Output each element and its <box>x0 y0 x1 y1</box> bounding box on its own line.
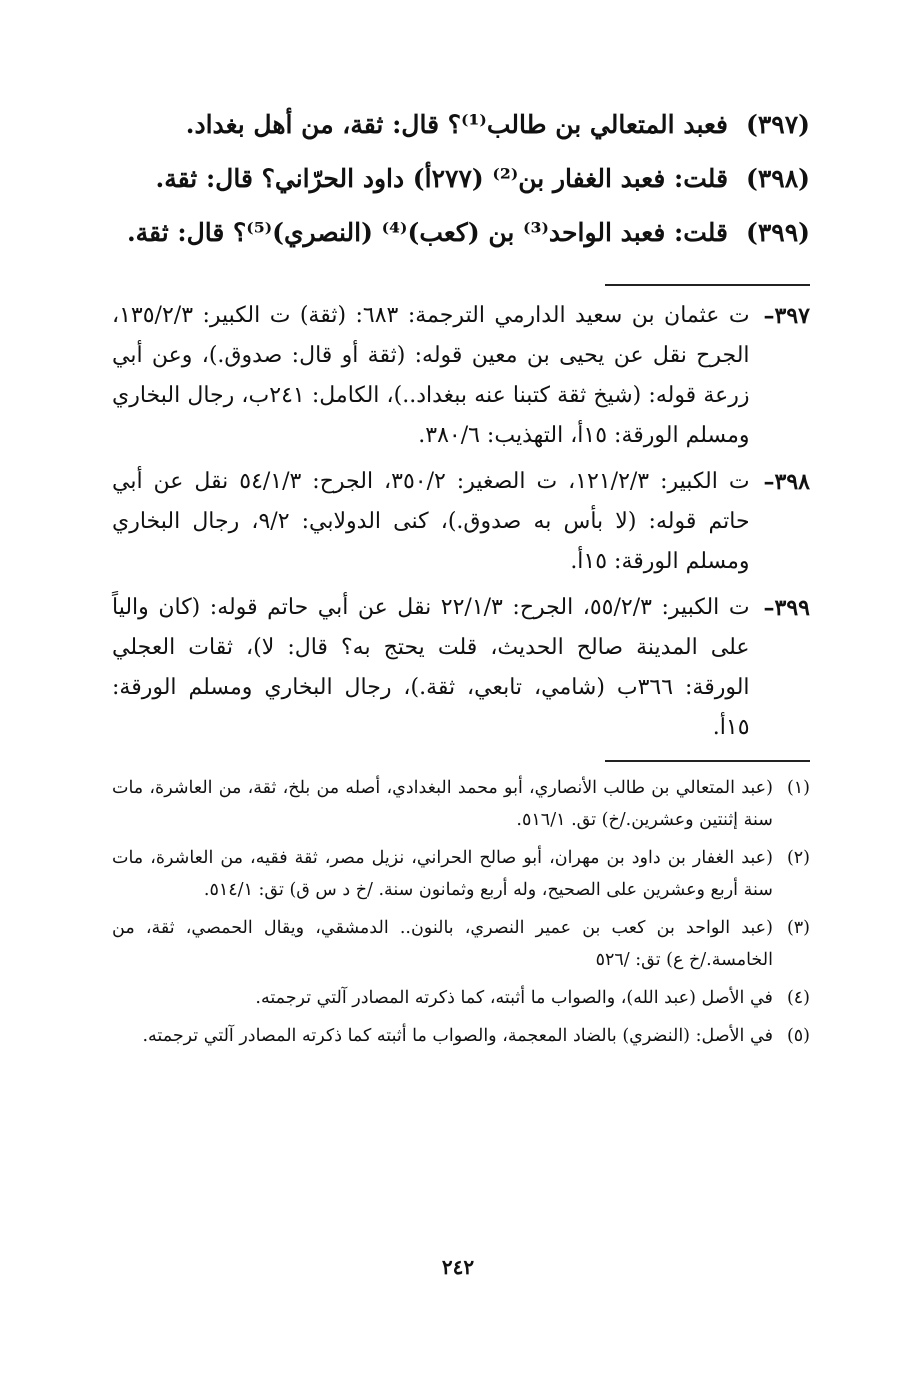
reference-number: ٣٩٨– <box>763 469 810 495</box>
entry-number: (٣٩٩) <box>746 218 810 247</box>
footnote-number: (١) <box>786 778 810 798</box>
main-entries <box>112 98 810 260</box>
reference-398 <box>112 462 810 582</box>
footnote-number: (٥) <box>786 1026 810 1046</box>
footnote-5 <box>112 1020 810 1052</box>
entry-397 <box>112 98 810 152</box>
reference-399 <box>112 588 810 748</box>
separator-rule <box>605 284 810 286</box>
footnote-separator-rule <box>605 760 810 762</box>
footnote-3 <box>112 912 810 976</box>
reference-number: ٣٩٩– <box>763 595 810 621</box>
entry-number: (٣٩٧) <box>746 110 810 139</box>
reference-number: ٣٩٧– <box>763 303 810 329</box>
page-number: ٢٤٢ <box>441 1255 475 1279</box>
footnote-1 <box>112 772 810 836</box>
entry-text: فعبد المتعالي بن طالب⁽¹⁾؟ قال: ثقة، من أهل بغداد. <box>185 110 729 139</box>
footnote-text: (عبد الواحد بن كعب بن عمير النصري، بالنون.. الدمشقي، ويقال الحمصي، ثقة، من الخامسة./خ ع) تق: /٥٢٦ <box>112 918 773 970</box>
entry-number: (٣٩٨) <box>746 164 810 193</box>
entry-398 <box>112 152 810 206</box>
footnote-number: (٤) <box>786 988 810 1008</box>
reference-text: ت عثمان بن سعيد الدارمي الترجمة: ٦٨٣: (ثقة) ت الكبير: ١٣٥/٢/٣، الجرح نقل عن يحيى بن معين قوله: (ثقة أو قال: صدوق.)، وعن أبي زرعة قوله: (شيخ ثقة كتبنا عنه ببغداد..)، الكامل: ٢٤١ب، رجال البخاري ومسلم الورقة: ١٥أ، التهذيب: ٣٨٠/٦. <box>112 303 750 448</box>
reference-text: ت الكبير: ١٢١/٢/٣، ت الصغير: ٣٥٠/٢، الجرح: ٥٤/١/٣ نقل عن أبي حاتم قوله: (لا بأس به صدوق.)، كنى الدولابي: ٩/٢، رجال البخاري ومسلم الورقة: ١٥أ. <box>112 469 750 574</box>
footnote-number: (٢) <box>786 848 810 868</box>
footnote-4 <box>112 982 810 1014</box>
footnote-text: (عبد الغفار بن داود بن مهران، أبو صالح الحراني، نزيل مصر، ثقة فقيه، من العاشرة، مات سنة أربع وعشرين على الصحيح، وله أربع وثمانون سنة. /خ د س ق) تق: ٥١٤/١. <box>112 848 773 900</box>
footnote-text: (عبد المتعالي بن طالب الأنصاري، أبو محمد البغدادي، أصله من بلخ، ثقة، من العاشرة، مات سنة إثنتين وعشرين./خ) تق. ٥١٦/١. <box>112 778 773 830</box>
footnote-2 <box>112 842 810 906</box>
footnote-number: (٣) <box>786 918 810 938</box>
footnote-text: في الأصل: (النضري) بالضاد المعجمة، والصواب ما أثبته كما ذكرته المصادر آلتي ترجمته. <box>142 1026 773 1046</box>
reference-397 <box>112 296 810 456</box>
reference-text: ت الكبير: ٥٥/٢/٣، الجرح: ٢٢/١/٣ نقل عن أبي حاتم قوله: (كان والياً على المدينة صالح الحديث، قلت يحتج به؟ قال: لا)، ثقات العجلي الورقة: ٣٦٦ب (شامي، تابعي، ثقة.)، رجال البخاري ومسلم الورقة: ١٥أ. <box>112 595 750 740</box>
entry-text: قلت: فعبد الغفار بن⁽²⁾ (٢٧٧أ) داود الحرّاني؟ قال: ثقة. <box>155 164 729 193</box>
entry-text: قلت: فعبد الواحد⁽³⁾ بن (كعب)⁽⁴⁾ (النصري)⁽⁵⁾؟ قال: ثقة. <box>126 218 729 247</box>
entry-399 <box>112 206 810 260</box>
references-block <box>112 296 810 748</box>
footnotes-block <box>112 772 810 1052</box>
footnote-text: في الأصل (عبد الله)، والصواب ما أثبته، كما ذكرته المصادر آلتي ترجمته. <box>255 988 773 1008</box>
